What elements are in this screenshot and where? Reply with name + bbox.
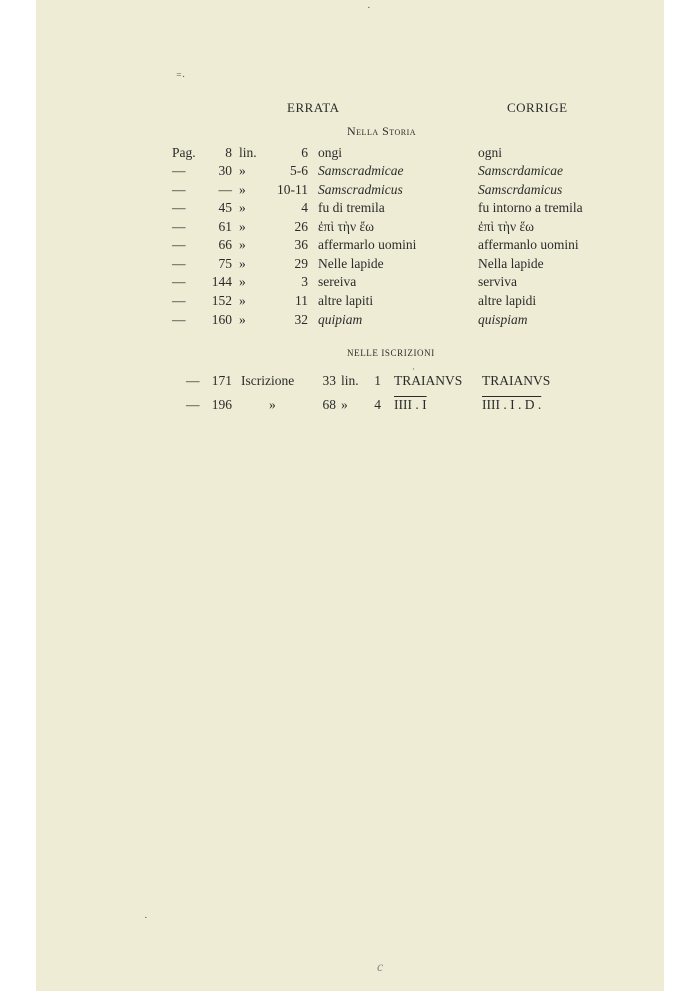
- table-row: [36, 256, 664, 274]
- corrige-heading: CORRIGE: [507, 100, 568, 115]
- separator: »: [239, 274, 246, 289]
- inscription-label: Iscrizione: [241, 373, 295, 388]
- row-prefix: —: [172, 163, 186, 178]
- separator: »: [239, 256, 246, 271]
- line-number: 1: [374, 373, 381, 388]
- line-number: 4: [301, 200, 308, 215]
- table-row: [36, 163, 664, 181]
- inscription-label: »: [269, 397, 276, 412]
- errata-text: ongi: [318, 145, 343, 160]
- table-row: [36, 145, 664, 163]
- errata-text: Samscradmicus: [318, 182, 403, 197]
- page-number: 61: [218, 219, 232, 234]
- inscription-number: 68: [322, 397, 336, 412]
- separator: »: [239, 200, 246, 215]
- errata-text: ἐπὶ τὴν ἔω: [318, 219, 375, 234]
- table-row: [36, 293, 664, 311]
- corrige-text: ἐπὶ τὴν ἕω: [478, 219, 535, 234]
- errata-text: sereiva: [318, 274, 357, 289]
- line-number: 36: [294, 237, 308, 252]
- line-number: 4: [374, 397, 381, 412]
- errata-text: quipiam: [318, 312, 363, 327]
- line-number: 32: [294, 312, 308, 327]
- line-number: 11: [295, 293, 308, 308]
- scan-mark-top: ·: [367, 2, 371, 14]
- table-row: [36, 274, 664, 292]
- table-row: [36, 200, 664, 218]
- row-prefix: —: [172, 237, 186, 252]
- page-number: 66: [218, 237, 232, 252]
- table-row: [36, 373, 664, 391]
- page-number: 75: [218, 256, 232, 271]
- errata-text: altre lapiti: [318, 293, 374, 308]
- errata-text: TRAIANVS: [394, 373, 463, 388]
- row-prefix: —: [172, 256, 186, 271]
- scan-mark-left: ·: [144, 912, 148, 924]
- errata-text: Nelle lapide: [318, 256, 384, 271]
- row-prefix: —: [172, 182, 186, 197]
- corrige-text: Nella lapide: [478, 256, 544, 271]
- page-number: 30: [218, 163, 232, 178]
- line-label: »: [341, 397, 348, 412]
- separator: »: [239, 237, 246, 252]
- page-number: 144: [211, 274, 232, 289]
- errata-text: IIII . I: [394, 397, 427, 412]
- corrige-text: altre lapidi: [478, 293, 537, 308]
- corrige-text: fu intorno a tremila: [478, 200, 583, 215]
- table-row: [36, 237, 664, 255]
- table-row: [36, 219, 664, 237]
- corrige-text: IIII . I . D .: [482, 397, 542, 412]
- line-number: 29: [294, 256, 308, 271]
- table-row: [36, 397, 664, 415]
- line-number: 26: [294, 219, 308, 234]
- corrige-text: ogni: [478, 145, 503, 160]
- corrige-text: serviva: [478, 274, 517, 289]
- section-heading-storia: Nella Storia: [347, 124, 417, 138]
- separator: »: [239, 312, 246, 327]
- footer-mark: c: [377, 960, 384, 975]
- line-number: 5-6: [290, 163, 308, 178]
- page-number: 160: [211, 312, 232, 327]
- row-prefix: —: [172, 219, 186, 234]
- errata-heading: ERRATA: [287, 100, 340, 115]
- corrige-text: TRAIANVS: [482, 373, 551, 388]
- separator: »: [239, 293, 246, 308]
- document-page: [36, 0, 664, 991]
- errata-text: affermarlo uomini: [318, 237, 417, 252]
- separator: »: [239, 182, 246, 197]
- corrige-text: Samscrdamicae: [478, 163, 563, 178]
- page-number: 152: [211, 293, 232, 308]
- corrige-text: quispiam: [478, 312, 528, 327]
- errata-text: Samscradmicae: [318, 163, 404, 178]
- inscription-number: 33: [322, 373, 336, 388]
- separator: »: [239, 219, 246, 234]
- errata-text: fu di tremila: [318, 200, 385, 215]
- row-prefix: —: [186, 373, 200, 388]
- line-number: 10-11: [277, 182, 308, 197]
- page-number: 8: [225, 145, 232, 160]
- line-label: lin.: [341, 373, 359, 388]
- row-prefix: —: [172, 274, 186, 289]
- scan-mark-corner: ⁼·: [176, 71, 186, 83]
- separator: »: [239, 163, 246, 178]
- table-row: [36, 312, 664, 330]
- separator: lin.: [239, 145, 257, 160]
- page-number: 171: [211, 373, 232, 388]
- corrige-text: Samscrdamicus: [478, 182, 563, 197]
- row-prefix: —: [172, 293, 186, 308]
- section-heading-iscrizioni: NELLE ISCRIZIONI: [347, 348, 435, 358]
- row-prefix: —: [172, 312, 186, 327]
- page-number: —: [218, 182, 232, 197]
- line-number: 6: [301, 145, 308, 160]
- row-prefix: —: [172, 200, 186, 215]
- scan-mark-dot: ·: [412, 364, 415, 374]
- row-prefix: —: [186, 397, 200, 412]
- corrige-text: affermanlo uomini: [478, 237, 579, 252]
- table-row: [36, 182, 664, 200]
- row-prefix: Pag.: [172, 145, 196, 160]
- page-number: 45: [218, 200, 232, 215]
- page-number: 196: [211, 397, 232, 412]
- line-number: 3: [301, 274, 308, 289]
